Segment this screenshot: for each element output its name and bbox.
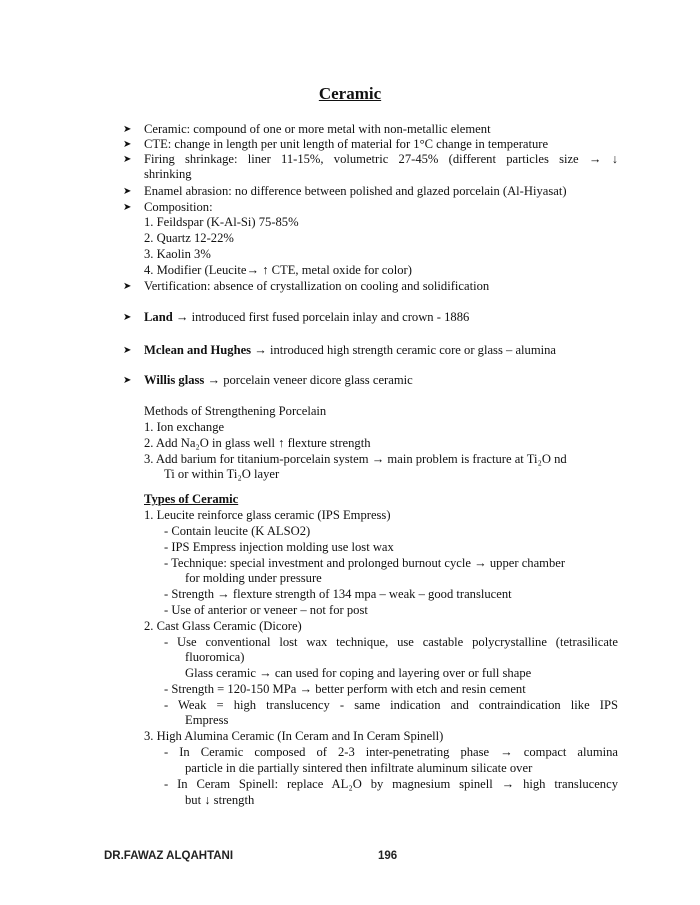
types-line: - IPS Empress injection molding use lost wax (164, 540, 394, 554)
types-line: - In Ceramic composed of 2-3 inter-penetrating phase → compact alumina (164, 745, 618, 759)
arrowhead-bullet-icon: ➤ (123, 345, 132, 356)
types-line: particle in die partially sintered then infiltrate aluminum silicate over (185, 761, 533, 775)
arrowhead-bullet-icon: ➤ (123, 281, 132, 292)
arrowhead-bullet-icon: ➤ (123, 375, 132, 386)
types-line: 3. High Alumina Ceramic (In Ceram and In Ceram Spinell) (144, 729, 444, 743)
methods-item: 1. Ion exchange (144, 420, 225, 434)
arrowhead-bullet-icon: ➤ (123, 124, 132, 135)
types-line: - Weak = high translucency - same indication and contraindication like IPS (164, 698, 618, 712)
composition-item: 3. Kaolin 3% (144, 247, 211, 261)
types-line: Glass ceramic → can used for coping and layering over or full shape (185, 666, 532, 680)
land-text: → introduced first fused porcelain inlay and crown - 1886 (172, 310, 470, 324)
types-line: - In Ceram Spinell: replace AL₂O by magnesium spinell → high translucency (164, 777, 618, 791)
page-title: Ceramic (318, 84, 382, 103)
types-line: - Strength = 120-150 MPa → better perform with etch and resin cement (164, 682, 526, 696)
types-line: for molding under pressure (185, 571, 322, 585)
types-line: - Technique: special investment and prolonged burnout cycle → upper chamber (164, 556, 566, 570)
footer-author: DR.FAWAZ ALQAHTANI (104, 850, 234, 862)
types-line: - Strength → flexture strength of 134 mpa – weak – good translucent (164, 587, 512, 601)
bullet-composition: Composition: (144, 200, 213, 214)
types-line: - Use of anterior or veneer – not for post (164, 603, 368, 617)
arrowhead-bullet-icon: ➤ (123, 154, 132, 165)
methods-item-cont: Ti or within Ti₂O layer (164, 467, 280, 481)
composition-item: 4. Modifier (Leucite→ ↑ CTE, metal oxide for color) (144, 263, 412, 277)
arrowhead-bullet-icon: ➤ (123, 202, 132, 213)
arrowhead-bullet-icon: ➤ (123, 139, 132, 150)
methods-item: 2. Add Na₂O in glass well ↑ flexture strength (144, 436, 371, 450)
types-line: Empress (185, 713, 229, 727)
land-name: Land (144, 310, 173, 324)
methods-item: 3. Add barium for titanium-porcelain system → main problem is fracture at Ti₂O nd (144, 452, 567, 466)
mclean-text: → introduced high strength ceramic core or glass – alumina (251, 343, 557, 357)
types-line: fluoromica) (185, 650, 245, 664)
composition-item: 1. Feildspar (K-Al-Si) 75-85% (144, 215, 299, 229)
mclean-name: Mclean and Hughes (144, 343, 252, 357)
bullet-mclean-hughes (144, 343, 556, 358)
types-line: 2. Cast Glass Ceramic (Dicore) (144, 619, 302, 633)
types-line: - Contain leucite (K ALSO2) (164, 524, 311, 538)
bullet-ceramic: Ceramic: compound of one or more metal with non-metallic element (144, 122, 491, 136)
composition-item: 2. Quartz 12-22% (144, 231, 234, 245)
footer-page-number: 196 (378, 850, 398, 862)
bullet-land (144, 310, 469, 325)
bullet-vertification: Vertification: absence of crystallization on cooling and solidification (144, 279, 490, 293)
bullet-willis-glass (144, 373, 413, 388)
bullet-firing-shrinkage-cont: shrinking (144, 167, 192, 181)
willis-text: → porcelain veneer dicore glass ceramic (204, 373, 413, 387)
types-heading: Types of Ceramic (144, 492, 239, 506)
bullet-firing-shrinkage: Firing shrinkage: liner 11-15%, volumetric 27-45% (different particles size → ↓ (144, 152, 618, 166)
arrowhead-bullet-icon: ➤ (123, 312, 132, 323)
bullet-cte: CTE: change in length per unit length of material for 1°C change in temperature (144, 137, 549, 151)
methods-heading: Methods of Strengthening Porcelain (144, 404, 327, 418)
types-line: 1. Leucite reinforce glass ceramic (IPS Empress) (144, 508, 391, 522)
willis-name: Willis glass (144, 373, 205, 387)
bullet-enamel-abrasion: Enamel abrasion: no difference between polished and glazed porcelain (Al-Hiyasat) (144, 184, 567, 198)
types-line: but ↓ strength (185, 793, 255, 807)
types-line: - Use conventional lost wax technique, use castable polycrystalline (tetrasilicate (164, 635, 618, 649)
arrowhead-bullet-icon: ➤ (123, 186, 132, 197)
